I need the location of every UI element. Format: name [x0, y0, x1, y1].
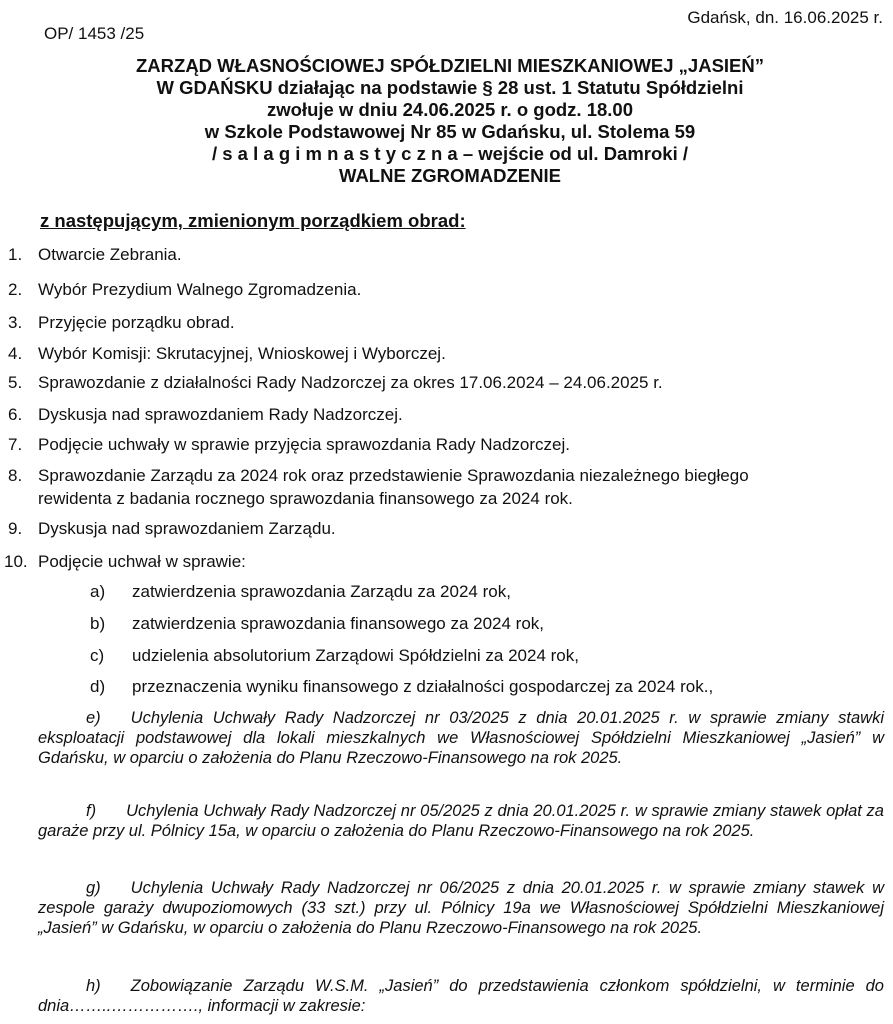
agenda-intro: z następującym, zmienionym porządkiem obrad: — [40, 210, 466, 231]
subitem-letter: b) — [90, 614, 106, 633]
agenda-item-number: 2. — [8, 280, 23, 299]
agenda-item-number: 4. — [8, 344, 23, 363]
heading-line: w Szkole Podstawowej Nr 85 w Gdańsku, ul. Stolema 59 — [204, 121, 696, 142]
subitem-text: zatwierdzenia sprawozdania Zarządu za 2024 rok, — [132, 582, 511, 601]
heading-line: zwołuje w dniu 24.06.2025 r. o godz. 18.00 — [266, 99, 634, 120]
agenda-item-number: 1. — [8, 245, 23, 264]
agenda-item-text: Sprawozdanie z działalności Rady Nadzorczej za okres 17.06.2024 – 24.06.2025 r. — [38, 373, 663, 392]
subitem-text: przeznaczenia wyniku finansowego z działalności gospodarczej za 2024 rok., — [132, 677, 714, 696]
agenda-item-text: Wybór Prezydium Walnego Zgromadzenia. — [38, 280, 362, 299]
agenda-item-text: Podjęcie uchwał w sprawie: — [38, 552, 246, 571]
document-reference: OP/ 1453 /25 — [44, 24, 145, 43]
subitem-letter: d) — [90, 677, 106, 696]
agenda-item-number: 7. — [8, 435, 23, 454]
subitem-text: udzielenia absolutorium Zarządowi Spółdzielni za 2024 rok, — [132, 646, 579, 665]
subitem-text: Zobowiązanie Zarządu W.S.M. „Jasień” do przedstawienia członkom spółdzielni, w terminie do dnia……..……………., informacji w zakresie: — [38, 977, 884, 1015]
agenda-item-text-continued: rewidenta z badania rocznego sprawozdania finansowego za 2024 rok. — [38, 489, 573, 508]
agenda-item-number: 3. — [8, 313, 23, 332]
agenda-item-number: 6. — [8, 405, 23, 424]
agenda-item-number: 5. — [8, 373, 23, 392]
document-heading — [60, 55, 840, 187]
subitem-letter: g) — [86, 879, 101, 897]
subitem-letter: f) — [86, 802, 97, 820]
heading-line: W GDAŃSKU działając na podstawie § 28 ust. 1 Statutu Spółdzielni — [156, 77, 744, 98]
agenda-item-text: Dyskusja nad sprawozdaniem Zarządu. — [38, 519, 336, 538]
agenda-item-text: Dyskusja nad sprawozdaniem Rady Nadzorczej. — [38, 405, 403, 424]
agenda-subitem-italic — [38, 801, 884, 841]
subitem-letter: c) — [90, 646, 105, 665]
agenda-subitem-italic — [38, 708, 884, 768]
agenda-item-text: Sprawozdanie Zarządu za 2024 rok oraz przedstawienie Sprawozdania niezależnego biegłego — [38, 466, 749, 485]
subitem-text: Uchylenia Uchwały Rady Nadzorczej nr 06/2025 z dnia 20.01.2025 r. w sprawie zmiany stawek w zespole garaży dwupoziomowych (33 szt.) przy ul. Pólnicy 19a we Własnościowej Spółdzielni Mieszkaniowej „Jasień” w Gdańsku, w oparciu o założenia do Planu Rzeczowo-Finansowego na rok 2025. — [38, 879, 884, 937]
agenda-item-text: Przyjęcie porządku obrad. — [38, 313, 235, 332]
agenda-subitem-italic — [38, 878, 884, 938]
agenda-item-text: Podjęcie uchwały w sprawie przyjęcia sprawozdania Rady Nadzorczej. — [38, 435, 570, 454]
subitem-letter: a) — [90, 582, 106, 601]
agenda-subitem-italic — [38, 976, 884, 1016]
agenda-item-number: 10. — [4, 552, 28, 571]
agenda-item-text: Otwarcie Zebrania. — [38, 245, 182, 264]
subitem-text: zatwierdzenia sprawozdania finansowego za 2024 rok, — [132, 614, 545, 633]
subitem-letter: h) — [86, 977, 101, 995]
heading-line: ZARZĄD WŁASNOŚCIOWEJ SPÓŁDZIELNI MIESZKANIOWEJ „JASIEŃ” — [136, 55, 764, 76]
agenda-item-number: 8. — [8, 466, 23, 485]
heading-line: WALNE ZGROMADZENIE — [339, 165, 561, 186]
agenda-item-number: 9. — [8, 519, 23, 538]
agenda-item-text: Wybór Komisji: Skrutacyjnej, Wnioskowej i Wyborczej. — [38, 344, 446, 363]
subitem-text: Uchylenia Uchwały Rady Nadzorczej nr 05/2025 z dnia 20.01.2025 r. w sprawie zmiany stawek opłat za garaże przy ul. Pólnicy 15a, w oparciu o założenia do Planu Rzeczowo-Finansowego na rok 2025. — [38, 802, 884, 840]
subitem-letter: e) — [86, 709, 101, 727]
heading-line: / s a l a g i m n a s t y c z n a – wejście od ul. Damroki / — [211, 143, 689, 164]
document-date: Gdańsk, dn. 16.06.2025 r. — [687, 8, 883, 27]
subitem-text: Uchylenia Uchwały Rady Nadzorczej nr 03/2025 z dnia 20.01.2025 r. w sprawie zmiany stawki eksploatacji podstawowej dla lokali mieszkalnych we Własnościowej Spółdzielni Mieszkaniowej „Jasień” w Gdańsku, w oparciu o założenia do Planu Rzeczowo-Finansowego na rok 2025. — [38, 709, 884, 767]
